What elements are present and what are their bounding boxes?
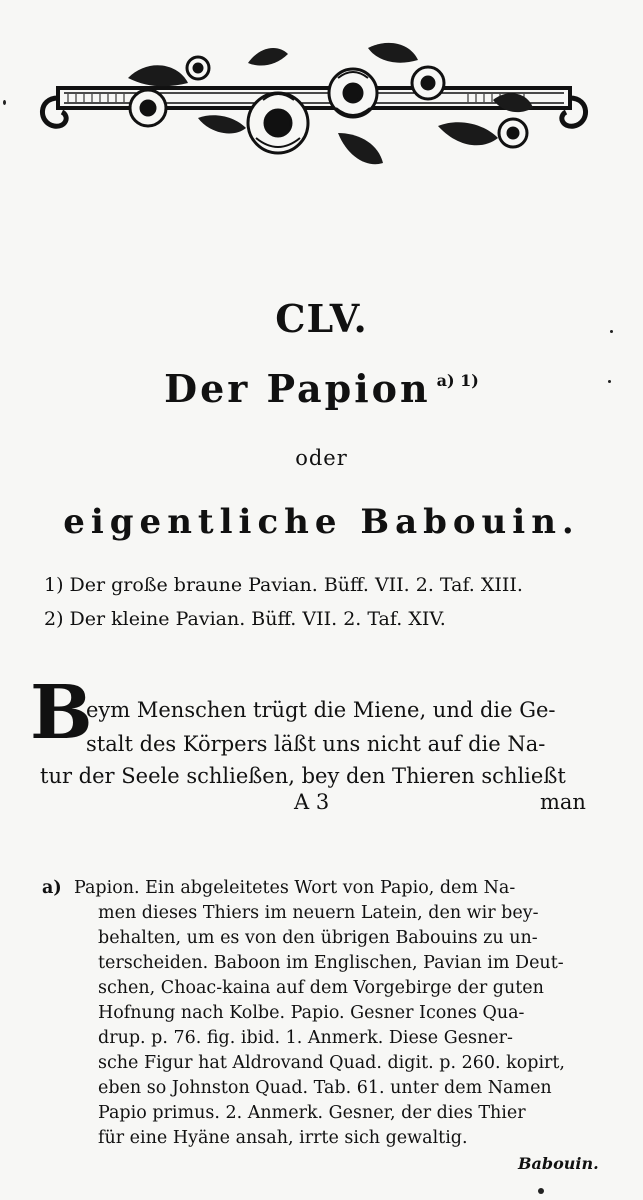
synonym-item: 1) Der große braune Pavian. Büff. VII. 2. Taf. XIII. [44, 574, 523, 596]
title-note-markers: a) 1) [436, 371, 479, 390]
signature-mark: A 3 [294, 790, 330, 814]
drop-cap: B [30, 670, 93, 756]
page-catchword: Babouin. [518, 1154, 599, 1173]
floral-headpiece-ornament [38, 38, 590, 173]
body-line: eym Menschen trügt die Miene, und die Ge- [86, 698, 556, 722]
title-conjunction: oder [295, 446, 348, 470]
body-line: tur der Seele schließen, bey den Thieren schließt [40, 764, 566, 788]
footnote-line: men dieses Thiers im neuern Latein, den wir bey- [98, 903, 539, 923]
body-line: stalt des Körpers läßt uns nicht auf die Na- [86, 732, 546, 756]
chapter-title [0, 366, 643, 411]
footnote-line: Papio primus. 2. Anmerk. Gesner, der dies Thier [98, 1103, 526, 1123]
ink-speck [538, 1188, 544, 1194]
ink-speck [3, 100, 6, 105]
ink-speck [610, 330, 613, 333]
chapter-numeral: CLV. [275, 296, 368, 341]
footnote-line: Papion. Ein abgeleitetes Wort von Papio, dem Na- [74, 878, 516, 898]
footnote-line: für eine Hyäne ansah, irrte sich gewaltig. [98, 1128, 468, 1148]
ink-speck [608, 380, 611, 383]
footnote-line: terscheiden. Baboon im Englischen, Pavian im Deut- [98, 953, 564, 973]
footnote-line: schen, Choac-kaina auf dem Vorgebirge der guten [98, 978, 544, 998]
synonym-item: 2) Der kleine Pavian. Büff. VII. 2. Taf. XIV. [44, 608, 446, 630]
footnote-line: drup. p. 76. fig. ibid. 1. Anmerk. Diese Gesner- [98, 1028, 513, 1048]
footnote-line: sche Figur hat Aldrovand Quad. digit. p. 260. kopirt, [98, 1053, 565, 1073]
title-text: Der Papion [164, 366, 431, 411]
synonym-list [44, 574, 523, 642]
footnote-line: Hofnung nach Kolbe. Papio. Gesner Icones Qua- [98, 1003, 525, 1023]
footnote-line: behalten, um es von den übrigen Babouins zu un- [98, 928, 538, 948]
chapter-subtitle: eigentliche Babouin. [63, 502, 580, 542]
body-catchword: man [540, 790, 586, 814]
footnote-line: eben so Johnston Quad. Tab. 61. unter dem Namen [98, 1078, 552, 1098]
footnote-marker: a) [42, 878, 62, 898]
